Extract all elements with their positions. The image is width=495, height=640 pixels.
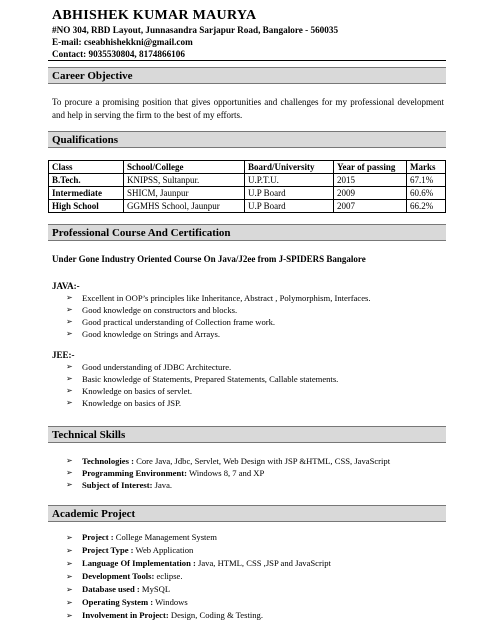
table-row (49, 174, 446, 187)
arrow-bullet-icon: ➢ (66, 386, 73, 395)
arrow-bullet-icon: ➢ (66, 480, 73, 489)
academic-project-list (66, 531, 331, 622)
technical-skills-list (66, 455, 390, 491)
list-item: ➢ Development Tools: eclipse. (66, 571, 183, 581)
arrow-bullet-icon: ➢ (66, 546, 73, 555)
list-item: ➢ Knowledge on basics of servlet. (66, 386, 193, 396)
column-header: School/College (124, 161, 245, 174)
arrow-bullet-icon: ➢ (66, 572, 73, 581)
list-item: ➢ Subject of Interest: Java. (66, 480, 173, 490)
list-item: ➢ Good understanding of JDBC Architecture. (66, 362, 232, 372)
address-line: #NO 304, RBD Layout, Junnasandra Sarjapur Road, Bangalore - 560035 (52, 25, 339, 35)
contact-line: Contact: 9035530804, 8174866106 (52, 49, 185, 59)
email-line: E-mail: cseabhishekkni@gmail.com (52, 37, 193, 47)
arrow-bullet-icon: ➢ (66, 317, 73, 326)
arrow-bullet-icon: ➢ (66, 585, 73, 594)
table-row (49, 187, 446, 200)
arrow-bullet-icon: ➢ (66, 329, 73, 338)
list-item: ➢ Good knowledge on constructors and blocks. (66, 305, 238, 315)
table-header-row (49, 161, 446, 174)
jee-skill-list (66, 361, 338, 409)
arrow-bullet-icon: ➢ (66, 398, 73, 407)
list-item: ➢ Excellent in OOP’s principles like Inheritance, Abstract , Polymorphism, Interfaces. (66, 293, 371, 303)
arrow-bullet-icon: ➢ (66, 611, 73, 620)
table-cell: U.P.T.U. (245, 174, 334, 187)
table-cell: 2007 (334, 200, 407, 213)
list-item: ➢ Good knowledge on Strings and Arrays. (66, 329, 220, 339)
java-label: JAVA:- (52, 281, 80, 291)
column-header: Board/University (245, 161, 334, 174)
table-row (49, 200, 446, 213)
table-cell: B.Tech. (49, 174, 124, 187)
table-cell: SHICM, Jaunpur (124, 187, 245, 200)
arrow-bullet-icon: ➢ (66, 293, 73, 302)
professional-course-heading: Professional Course And Certification (48, 224, 446, 241)
column-header: Class (49, 161, 124, 174)
qualifications-table (48, 160, 446, 213)
table-cell: U.P Board (245, 200, 334, 213)
header-divider (48, 60, 446, 61)
career-objective-text: To procure a promising position that gives opportunities and challenges for my professional development and help in serving the firm to the best of my efforts. (52, 97, 444, 120)
jee-label: JEE:- (52, 350, 75, 360)
list-item: ➢ Basic knowledge of Statements, Prepared Statements, Callable statements. (66, 374, 339, 384)
list-item: ➢ Operating System : Windows (66, 597, 188, 607)
column-header: Year of passing (334, 161, 407, 174)
resume-header (52, 8, 338, 60)
list-item: ➢ Project : College Management System (66, 532, 217, 542)
java-skill-list (66, 292, 371, 340)
list-item: ➢ Language Of Implementation : Java, HTML, CSS ,JSP and JavaScript (66, 558, 331, 568)
list-item: ➢ Involvement in Project: Design, Coding & Testing. (66, 610, 263, 620)
table-cell: GGMHS School, Jaunpur (124, 200, 245, 213)
arrow-bullet-icon: ➢ (66, 362, 73, 371)
arrow-bullet-icon: ➢ (66, 598, 73, 607)
list-item: ➢ Technologies : Core Java, Jdbc, Servlet, Web Design with JSP &HTML, CSS, JavaScript (66, 456, 391, 466)
table-cell: Intermediate (49, 187, 124, 200)
table-cell: KNIPSS, Sultanpur. (124, 174, 245, 187)
table-cell: 2009 (334, 187, 407, 200)
list-item: ➢ Programming Environment: Windows 8, 7 and XP (66, 468, 265, 478)
candidate-name: ABHISHEK KUMAR MAURYA (52, 8, 257, 23)
arrow-bullet-icon: ➢ (66, 374, 73, 383)
table-cell: 60.6% (407, 187, 446, 200)
academic-project-heading: Academic Project (48, 505, 446, 522)
arrow-bullet-icon: ➢ (66, 559, 73, 568)
technical-skills-heading: Technical Skills (48, 426, 446, 443)
course-intro: Under Gone Industry Oriented Course On Java/J2ee from J-SPIDERS Bangalore (52, 254, 366, 264)
arrow-bullet-icon: ➢ (66, 305, 73, 314)
career-objective-heading: Career Objective (48, 67, 446, 84)
list-item: ➢ Good practical understanding of Collection frame work. (66, 317, 276, 327)
column-header: Marks (407, 161, 446, 174)
arrow-bullet-icon: ➢ (66, 468, 73, 477)
arrow-bullet-icon: ➢ (66, 533, 73, 542)
table-cell: 67.1% (407, 174, 446, 187)
table-cell: 2015 (334, 174, 407, 187)
arrow-bullet-icon: ➢ (66, 456, 73, 465)
list-item: ➢ Knowledge on basics of JSP. (66, 398, 182, 408)
list-item: ➢ Project Type : Web Application (66, 545, 194, 555)
qualifications-heading: Qualifications (48, 131, 446, 148)
table-cell: 66.2% (407, 200, 446, 213)
list-item: ➢ Database used : MySQL (66, 584, 171, 594)
table-cell: High School (49, 200, 124, 213)
table-cell: U.P Board (245, 187, 334, 200)
